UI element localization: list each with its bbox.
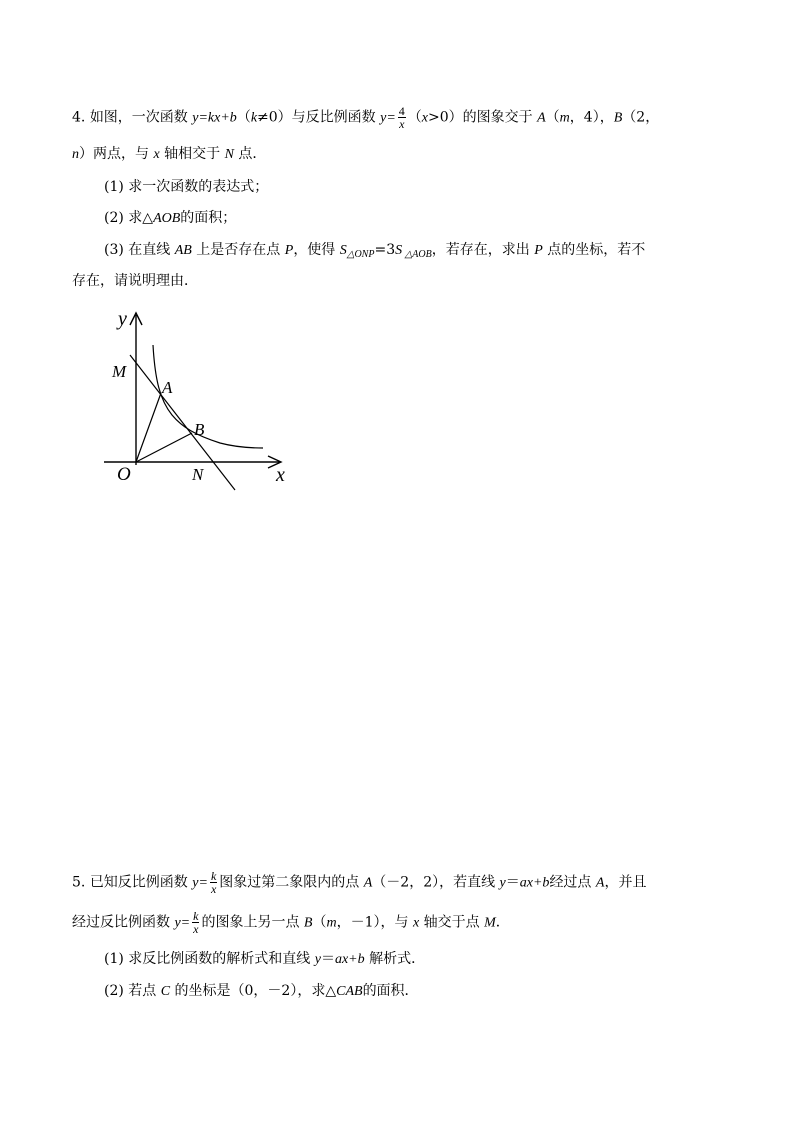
q4-sub2 [104,208,236,229]
text: 上是否存在点 [191,242,285,258]
formula: k [250,110,258,126]
text: （ [312,914,327,931]
text: (1) 求反比例函数的解析式和直线 [104,951,315,967]
text: 的图象上另一点 [201,914,304,931]
text: ）两点，与 [79,146,154,162]
fraction-numerator: 4 [398,104,405,118]
label-o: O [117,464,131,485]
formula: ax+b [519,875,550,891]
formula: y= [380,110,396,126]
text: (2) 若点 [104,983,161,999]
text: 图象过第二象限内的点 [219,874,364,891]
text: ，4）， [569,109,614,126]
text: 的面积． [362,983,419,999]
fraction-denominator: x [399,117,405,131]
text: ，－1），与 [336,914,413,931]
formula: x [153,147,160,162]
formula: n [72,147,79,162]
formula: m [326,915,337,931]
text: ，并且 [604,874,647,891]
formula: A [363,875,373,891]
q4-line1 [72,105,659,130]
text: 存在，请说明理由． [72,273,198,289]
formula: A [595,875,605,891]
text: (3) 在直线 [104,242,175,258]
fraction-denominator: x [193,922,199,936]
text: ，使得 [293,242,340,258]
formula: AOB [153,211,181,226]
formula: M [484,915,496,931]
text: 经过点 [549,874,596,891]
q5-line2 [72,910,510,935]
text: (2) 求△ [104,210,154,226]
formula: y [499,875,506,891]
text: 轴交于点 [419,914,485,931]
text: （ [407,109,422,126]
text: ． [495,914,510,931]
text: ≠0）与反比例函数 [257,109,381,126]
q4-sub3a [104,240,645,265]
text: （ [236,109,251,126]
fraction-denominator: x [210,882,217,896]
formula: S [339,243,347,258]
text: 经过反比例函数 [72,914,175,931]
label-m: M [112,362,127,381]
q4-sub3b [72,271,198,291]
formula: S [395,243,403,258]
formula: C [160,984,171,999]
line-mn [130,355,235,490]
formula: x [412,915,420,931]
text: （ [545,109,560,126]
formula: CAB [336,984,363,999]
q5-line1 [72,870,646,895]
formula: P [284,243,294,258]
fraction [398,105,406,130]
text: 点的坐标，若不 [542,242,646,258]
formula: y [314,952,321,967]
text: ＝ [320,951,335,967]
q5-sub2 [104,981,419,1002]
subscript: △AOB [402,249,432,260]
label-y: y [118,308,127,330]
formula: x [421,110,429,126]
text: ＝ [505,874,520,891]
text: 轴相交于 [159,146,225,162]
text: (1) 求一次函数的表达式； [104,179,269,195]
formula: N [224,147,234,162]
q4-line2 [72,144,266,165]
text: 点． [233,146,267,162]
formula: P [534,243,543,258]
label-a: A [162,378,173,397]
q5-number: 5. [72,874,86,891]
formula: ax+b [334,952,365,967]
formula: AB [174,243,192,258]
text: 的面积； [180,210,237,226]
text: =3 [374,242,396,258]
q5-sub1 [104,949,425,970]
label-n: N [192,465,204,484]
text: 解析式． [364,951,426,967]
text: 如图，一次函数 [89,109,193,126]
formula: m [559,110,570,126]
fraction-numerator: k [193,909,199,923]
q4-number: 4. [72,109,86,126]
text: （2， [622,109,660,126]
formula: B [613,110,623,126]
subscript: △ONP [346,249,375,260]
formula: A [537,110,546,126]
fraction [210,870,217,895]
text: 已知反比例函数 [89,874,193,891]
text: （－2，2），若直线 [372,874,500,891]
formula: y=kx+b [192,110,237,126]
q4-figure [100,305,300,495]
formula: B [303,915,313,931]
formula: y= [174,915,191,931]
q4-sub1 [104,177,268,197]
label-x: x [276,464,285,486]
text: >0）的图象交于 [428,109,538,126]
text: 的坐标是（0，－2），求△ [170,983,337,999]
label-b: B [194,420,205,439]
formula: y= [192,875,208,891]
fraction [192,910,199,935]
text: ，若存在，求出 [431,242,535,258]
fraction-numerator: k [210,869,217,883]
